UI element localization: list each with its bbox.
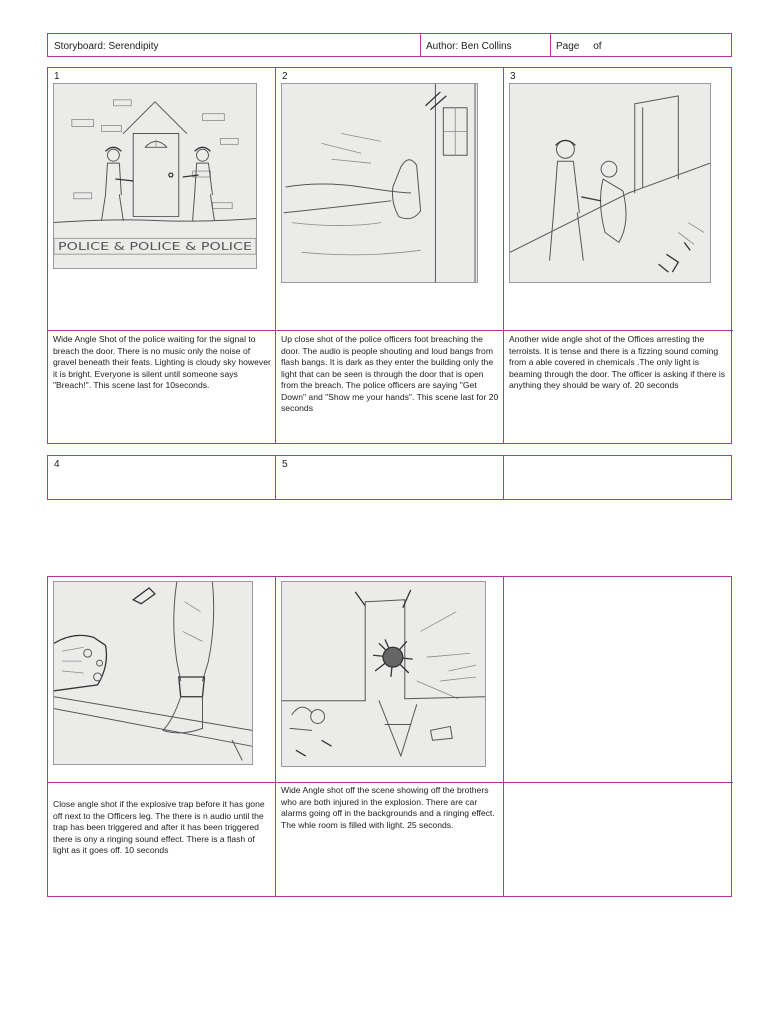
panel-6-image-cell (504, 577, 733, 783)
panel-3-description: Another wide angle shot of the Offices arresting the terroists. It is tense and there is a fizzing sound coming from a able covered in chemicals .The only light is beaming through the door. The officer is asking if there is anything they should be wary of. 20 seconds (509, 334, 726, 390)
panel-2-image-cell (276, 68, 504, 331)
panel-number: 3 (510, 71, 516, 82)
panel-5-image-cell (276, 577, 504, 783)
panel-1-sketch (53, 83, 257, 269)
panel-3-description-cell (504, 331, 733, 443)
panel-3-image-cell (504, 68, 733, 331)
storyboard-title: Storyboard: Serendipity (54, 41, 159, 52)
panel-2-description-cell (276, 331, 504, 443)
panel-1-description-cell (48, 331, 276, 443)
panel-1-description: Wide Angle Shot of the police waiting for the signal to breach the door. There is no music only the noise of gravel beneath their feats. Lighting is cloudy sky however it is bright. Everyone is silent until someone says "Breach!". This scene last for 10seconds. (53, 334, 271, 390)
page-label: Page of (556, 41, 602, 52)
panel-4-sketch (53, 581, 253, 765)
panel-4-description-cell (48, 783, 276, 896)
panel-5-sketch (281, 581, 486, 767)
panels-row-3 (47, 576, 732, 897)
author-label: Author: Ben Collins (426, 41, 512, 52)
header-table (47, 33, 732, 57)
header-author-cell (421, 34, 551, 56)
panel-1-image-cell (48, 68, 276, 331)
header-title-cell (48, 34, 421, 56)
panel-2-description: Up close shot of the police officers foot breaching the door. The audio is people shouting and loud bangs from flash bangs. It is dark as they enter the building only the light that can be seen is through the door that is open from the breach. The police officers are saying "Get Down" and "Show me your hands". This scene last for 20 seconds (281, 334, 499, 413)
header-page-cell (551, 34, 731, 56)
panel-number: 5 (282, 459, 288, 470)
panel-number: 4 (54, 459, 60, 470)
panel-2-sketch (281, 83, 478, 283)
panel-6-cell (504, 456, 733, 499)
panel-5-cell (276, 456, 504, 499)
panel-3-sketch (509, 83, 711, 283)
panels-row-2 (47, 455, 732, 500)
panel-5-description-cell (276, 783, 504, 896)
police-tape-text: POLICE & POLICE & POLICE (57, 240, 253, 254)
panel-number: 2 (282, 71, 288, 82)
panel-4-description: Close angle shot if the explosive trap before it has gone off next to the Officers leg. The there is n audio until the trap has been triggered and after it has been triggered there is ony a ringing sound effect. There is a flash of light as it goes off. 10 seconds (53, 799, 265, 855)
panel-number: 1 (54, 71, 60, 82)
panel-4-image-cell (48, 577, 276, 783)
panel-4-cell (48, 456, 276, 499)
panel-5-description: Wide Angle shot off the scene showing off the brothers who are both injured in the explosion. There are car alarms going off in the backgrounds and a ringing effect. The whle room is filled with light. 25 seconds. (281, 785, 495, 830)
panel-6-description-cell (504, 783, 733, 896)
panels-row-1 (47, 67, 732, 444)
